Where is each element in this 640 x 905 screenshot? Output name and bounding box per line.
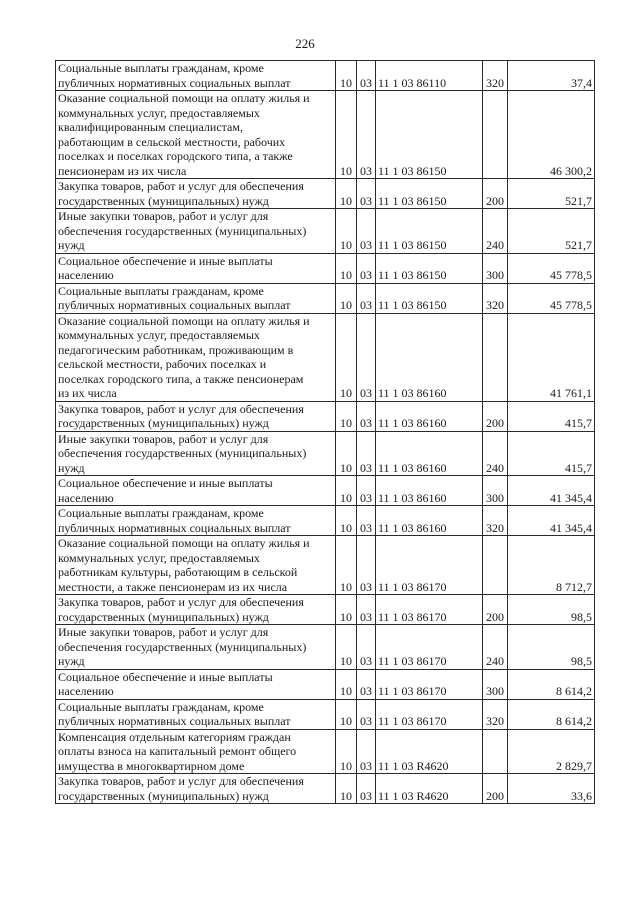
subsection-code-cell: 03: [357, 536, 376, 595]
subsection-code-cell: 03: [357, 595, 376, 625]
target-article-code-cell: 11 1 03 86150: [376, 283, 483, 313]
table-row: [56, 699, 595, 729]
expense-name-line: Социальное обеспечение и иные выплаты: [58, 253, 273, 268]
expense-name-line: государственных (муниципальных) нужд: [58, 416, 269, 430]
subsection-code-cell: 03: [357, 401, 376, 431]
expense-name-line: работникам культуры, работающим в сельской: [58, 565, 298, 579]
expense-type-code-cell: 300: [483, 253, 508, 283]
section-code-cell: 10: [336, 774, 357, 804]
amount-cell: 521,7: [508, 179, 595, 209]
subsection-code-cell: 03: [357, 506, 376, 536]
table-row: [56, 506, 595, 536]
expense-type-code-cell: 320: [483, 506, 508, 536]
expense-name-line: Закупка товаров, работ и услуг для обеспечения: [58, 179, 304, 193]
expense-name-line: Иные закупки товаров, работ и услуг для: [58, 431, 269, 446]
expense-type-code-cell: 240: [483, 431, 508, 476]
expense-name-line: государственных (муниципальных) нужд: [58, 609, 269, 624]
target-article-code-cell: 11 1 03 86170: [376, 669, 483, 699]
section-code-cell: 10: [336, 625, 357, 670]
section-code-cell: 10: [336, 595, 357, 625]
section-code-cell: 10: [336, 431, 357, 476]
section-code-cell: 10: [336, 729, 357, 774]
budget-table-body: [56, 61, 595, 804]
table-row: [56, 729, 595, 774]
expense-name-line: Оказание социальной помощи на оплату жилья и: [58, 91, 310, 105]
subsection-code-cell: 03: [357, 431, 376, 476]
amount-cell: 41 761,1: [508, 313, 595, 401]
subsection-code-cell: 03: [357, 253, 376, 283]
expense-name-line: коммунальных услуг, предоставляемых: [58, 550, 260, 565]
section-code-cell: 10: [336, 61, 357, 91]
target-article-code-cell: 11 1 03 86150: [376, 209, 483, 254]
expense-type-code-cell: 320: [483, 699, 508, 729]
expense-name-line: Оказание социальной помощи на оплату жилья и: [58, 536, 310, 550]
subsection-code-cell: 03: [357, 669, 376, 699]
expense-name-cell: [56, 91, 336, 179]
amount-cell: 98,5: [508, 625, 595, 670]
target-article-code-cell: 11 1 03 86150: [376, 253, 483, 283]
expense-name-line: публичных нормативных социальных выплат: [58, 520, 291, 535]
expense-name-cell: [56, 699, 336, 729]
expense-name-line: Социальные выплаты гражданам, кроме: [58, 283, 264, 298]
target-article-code-cell: 11 1 03 86170: [376, 699, 483, 729]
expense-name-line: Закупка товаров, работ и услуг для обеспечения: [58, 595, 304, 609]
expense-name-line: поселках городского типа, а также пенсионерам: [58, 371, 304, 386]
table-row: [56, 669, 595, 699]
table-row: [56, 283, 595, 313]
expense-type-code-cell: 320: [483, 283, 508, 313]
subsection-code-cell: 03: [357, 625, 376, 670]
amount-cell: 415,7: [508, 431, 595, 476]
expense-name-line: населению: [58, 684, 114, 698]
amount-cell: 521,7: [508, 209, 595, 254]
target-article-code-cell: 11 1 03 86150: [376, 179, 483, 209]
expense-name-line: обеспечения государственных (муниципальных): [58, 639, 307, 654]
target-article-code-cell: 11 1 03 86170: [376, 595, 483, 625]
expense-type-code-cell: 200: [483, 179, 508, 209]
expense-name-cell: [56, 669, 336, 699]
expense-type-code-cell: [483, 536, 508, 595]
expense-type-code-cell: 300: [483, 476, 508, 506]
expense-name-line: Закупка товаров, работ и услуг для обеспечения: [58, 774, 304, 788]
expense-name-line: Социальное обеспечение и иные выплаты: [58, 476, 273, 490]
target-article-code-cell: 11 1 03 86160: [376, 401, 483, 431]
amount-cell: 41 345,4: [508, 506, 595, 536]
target-article-code-cell: 11 1 03 86160: [376, 431, 483, 476]
expense-type-code-cell: 200: [483, 774, 508, 804]
expense-name-cell: [56, 179, 336, 209]
subsection-code-cell: 03: [357, 209, 376, 254]
expense-name-cell: [56, 729, 336, 774]
expense-name-line: Социальные выплаты гражданам, кроме: [58, 61, 264, 75]
target-article-code-cell: 11 1 03 R4620: [376, 774, 483, 804]
section-code-cell: 10: [336, 699, 357, 729]
expense-name-line: нужд: [58, 460, 85, 475]
subsection-code-cell: 03: [357, 61, 376, 91]
amount-cell: 415,7: [508, 401, 595, 431]
expense-name-line: Социальное обеспечение и иные выплаты: [58, 669, 273, 684]
section-code-cell: 10: [336, 476, 357, 506]
expense-type-code-cell: 240: [483, 625, 508, 670]
expense-name-line: коммунальных услуг, предоставляемых: [58, 105, 260, 120]
section-code-cell: 10: [336, 401, 357, 431]
amount-cell: 2 829,7: [508, 729, 595, 774]
expense-name-cell: [56, 313, 336, 401]
section-code-cell: 10: [336, 536, 357, 595]
expense-name-line: Закупка товаров, работ и услуг для обеспечения: [58, 401, 304, 416]
table-row: [56, 401, 595, 431]
section-code-cell: 10: [336, 283, 357, 313]
table-row: [56, 253, 595, 283]
table-row: [56, 91, 595, 179]
expense-name-line: оплаты взноса на капитальный ремонт общего: [58, 744, 297, 758]
expense-type-code-cell: 300: [483, 669, 508, 699]
amount-cell: 46 300,2: [508, 91, 595, 179]
table-row: [56, 476, 595, 506]
table-row: [56, 61, 595, 91]
target-article-code-cell: 11 1 03 R4620: [376, 729, 483, 774]
budget-table: [55, 60, 595, 804]
expense-name-cell: [56, 506, 336, 536]
expense-name-line: поселках и поселках городского типа, а также: [58, 149, 293, 163]
expense-name-cell: [56, 283, 336, 313]
amount-cell: 8 614,2: [508, 669, 595, 699]
subsection-code-cell: 03: [357, 283, 376, 313]
expense-name-line: квалифицированным специалистам,: [58, 120, 243, 134]
page-number: 226: [295, 36, 315, 51]
section-code-cell: 10: [336, 253, 357, 283]
expense-type-code-cell: [483, 729, 508, 774]
section-code-cell: 10: [336, 179, 357, 209]
table-row: [56, 536, 595, 595]
subsection-code-cell: 03: [357, 774, 376, 804]
expense-name-line: Компенсация отдельным категориям граждан: [58, 729, 291, 744]
amount-cell: 37,4: [508, 61, 595, 91]
expense-name-line: населению: [58, 268, 114, 282]
expense-name-line: работающим в сельской местности, рабочих: [58, 134, 286, 149]
table-row: [56, 179, 595, 209]
expense-type-code-cell: [483, 91, 508, 179]
target-article-code-cell: 11 1 03 86150: [376, 91, 483, 179]
amount-cell: 8 712,7: [508, 536, 595, 595]
expense-name-line: Иные закупки товаров, работ и услуг для: [58, 209, 269, 223]
amount-cell: 98,5: [508, 595, 595, 625]
expense-name-line: населению: [58, 490, 114, 505]
subsection-code-cell: 03: [357, 476, 376, 506]
expense-name-line: государственных (муниципальных) нужд: [58, 193, 269, 208]
section-code-cell: 10: [336, 506, 357, 536]
target-article-code-cell: 11 1 03 86160: [376, 476, 483, 506]
target-article-code-cell: 11 1 03 86160: [376, 313, 483, 401]
expense-name-cell: [56, 253, 336, 283]
expense-type-code-cell: 320: [483, 61, 508, 91]
expense-name-line: государственных (муниципальных) нужд: [58, 788, 269, 803]
subsection-code-cell: 03: [357, 699, 376, 729]
amount-cell: 41 345,4: [508, 476, 595, 506]
expense-name-cell: [56, 61, 336, 91]
target-article-code-cell: 11 1 03 86170: [376, 536, 483, 595]
expense-name-line: Оказание социальной помощи на оплату жилья и: [58, 313, 310, 328]
amount-cell: 45 778,5: [508, 283, 595, 313]
subsection-code-cell: 03: [357, 313, 376, 401]
table-row: [56, 431, 595, 476]
table-row: [56, 209, 595, 254]
expense-name-cell: [56, 595, 336, 625]
table-row: [56, 625, 595, 670]
expense-name-line: Иные закупки товаров, работ и услуг для: [58, 625, 269, 639]
expense-name-line: обеспечения государственных (муниципальных): [58, 223, 307, 238]
expense-name-cell: [56, 209, 336, 254]
expense-name-line: нужд: [58, 238, 85, 252]
expense-name-cell: [56, 774, 336, 804]
expense-name-line: нужд: [58, 654, 85, 668]
table-row: [56, 595, 595, 625]
expense-type-code-cell: [483, 313, 508, 401]
subsection-code-cell: 03: [357, 729, 376, 774]
target-article-code-cell: 11 1 03 86170: [376, 625, 483, 670]
expense-name-line: имущества в многоквартирном доме: [58, 758, 245, 773]
expense-name-cell: [56, 625, 336, 670]
expense-name-line: из их числа: [58, 386, 117, 400]
expense-name-line: педагогическим работникам, проживающим в: [58, 342, 294, 357]
expense-type-code-cell: 200: [483, 595, 508, 625]
amount-cell: 33,6: [508, 774, 595, 804]
expense-name-cell: [56, 476, 336, 506]
amount-cell: 8 614,2: [508, 699, 595, 729]
expense-name-line: коммунальных услуг, предоставляемых: [58, 328, 260, 342]
section-code-cell: 10: [336, 209, 357, 254]
expense-name-cell: [56, 401, 336, 431]
expense-name-line: Социальные выплаты гражданам, кроме: [58, 699, 264, 714]
section-code-cell: 10: [336, 313, 357, 401]
expense-name-line: сельской местности, рабочих поселках и: [58, 357, 267, 371]
table-row: [56, 774, 595, 804]
table-row: [56, 313, 595, 401]
expense-name-line: Социальные выплаты гражданам, кроме: [58, 506, 264, 520]
expense-type-code-cell: 200: [483, 401, 508, 431]
subsection-code-cell: 03: [357, 91, 376, 179]
expense-name-cell: [56, 536, 336, 595]
expense-type-code-cell: 240: [483, 209, 508, 254]
expense-name-line: публичных нормативных социальных выплат: [58, 298, 291, 312]
expense-name-line: публичных нормативных социальных выплат: [58, 714, 291, 728]
expense-name-line: местности, а также пенсионерам из их числа: [58, 579, 288, 594]
subsection-code-cell: 03: [357, 179, 376, 209]
target-article-code-cell: 11 1 03 86110: [376, 61, 483, 91]
expense-name-line: обеспечения государственных (муниципальных): [58, 446, 307, 460]
target-article-code-cell: 11 1 03 86160: [376, 506, 483, 536]
expense-name-line: пенсионерам из их числа: [58, 163, 187, 178]
section-code-cell: 10: [336, 91, 357, 179]
section-code-cell: 10: [336, 669, 357, 699]
expense-name-cell: [56, 431, 336, 476]
amount-cell: 45 778,5: [508, 253, 595, 283]
expense-name-line: публичных нормативных социальных выплат: [58, 75, 291, 90]
